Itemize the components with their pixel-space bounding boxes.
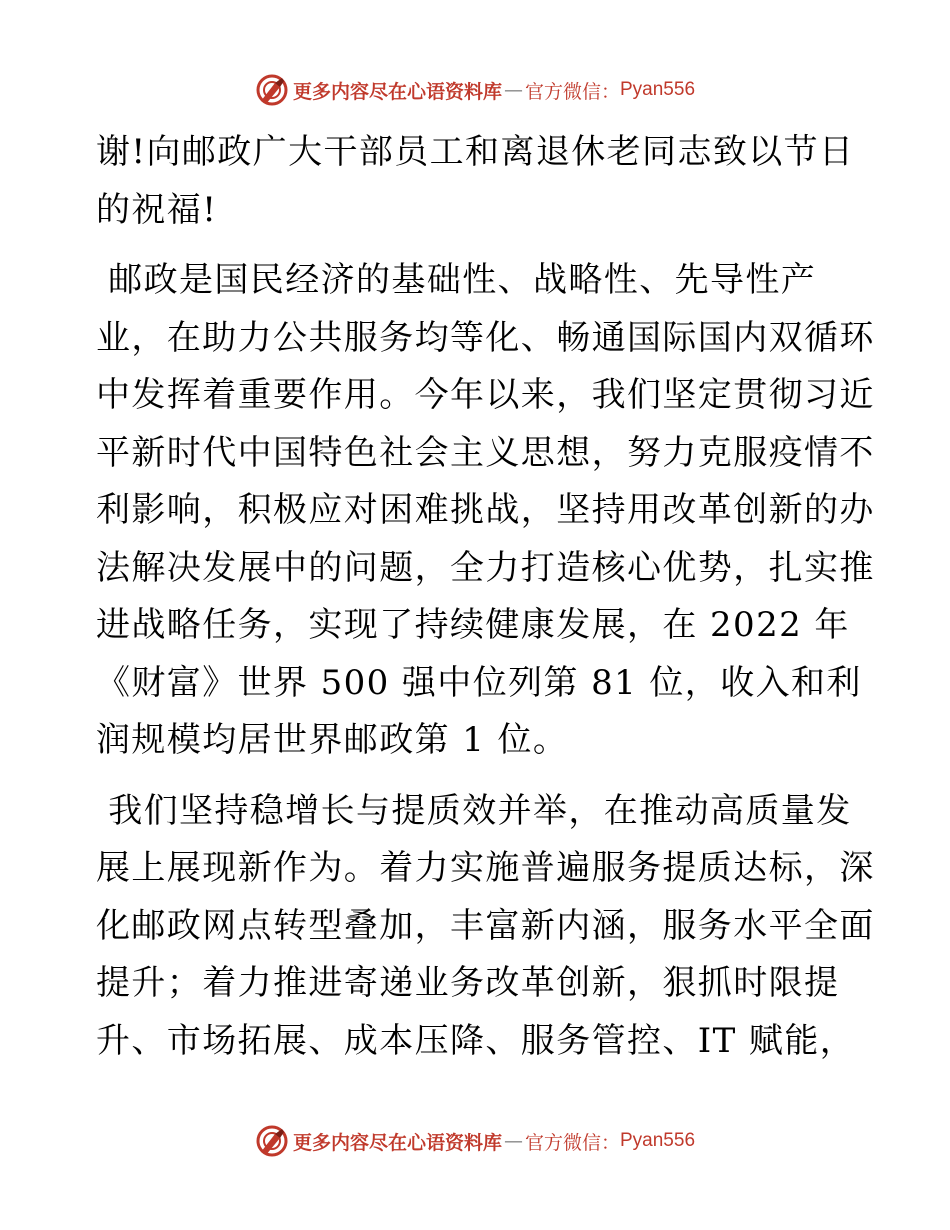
watermark-wechat-id: Pyan556 [620,79,696,100]
text-line: 提升；着力推进寄递业务改革创新，狠抓时限提 [96,963,840,1003]
watermark-banner-top [0,70,950,110]
text-line: 的祝福! [96,189,218,230]
paragraph-1 [96,124,856,239]
watermark-main-text: 更多内容尽在心语资料库 [292,1131,502,1154]
text-line: 进战略任务，实现了持续健康发展，在 2022 年 [96,605,850,645]
paragraph-3 [96,783,875,1071]
watermark-banner-bottom [0,1121,950,1161]
text-line: 我们坚持稳增长与提质效并举，在推动高质量发 [96,790,852,831]
watermark-main-text: 更多内容尽在心语资料库 [292,80,502,103]
pen-nib-logo-icon [255,1124,289,1158]
text-line: 谢!向邮政广大干部员工和离退休老同志致以节日 [96,132,855,172]
text-line: 润规模均居世界邮政第 1 位。 [96,720,569,760]
watermark-wechat-label: 官方微信： [524,1131,620,1154]
text-line: 业，在助力公共服务均等化、畅通国际国内双循环 [96,317,875,358]
pen-nib-logo-icon [255,73,289,107]
document-body [96,124,875,1070]
text-line: 展上展现新作为。着力实施普遍服务提质达标，深 [96,848,875,888]
paragraph-2 [96,252,875,770]
text-line: 利影响，积极应对困难挑战，坚持用改革创新的办 [96,490,875,530]
watermark-dash: — [503,1130,523,1152]
text-line: 邮政是国民经济的基础性、战略性、先导性产 [96,260,817,300]
watermark-dash: — [503,79,523,101]
text-line: 法解决发展中的问题，全力打造核心优势，扎实推 [96,547,875,588]
watermark-wechat-label: 官方微信： [524,80,620,103]
watermark-wechat-id: Pyan556 [620,1130,696,1151]
text-line: 《财富》世界 500 强中位列第 81 位，收入和利 [96,662,862,703]
text-line: 升、市场拓展、成本压降、服务管控、IT 赋能， [96,1020,856,1061]
text-line: 中发挥着重要作用。今年以来，我们坚定贯彻习近 [96,375,875,415]
text-line: 化邮政网点转型叠加，丰富新内涵，服务水平全面 [96,905,875,946]
text-line: 平新时代中国特色社会主义思想，努力克服疫情不 [96,432,875,473]
